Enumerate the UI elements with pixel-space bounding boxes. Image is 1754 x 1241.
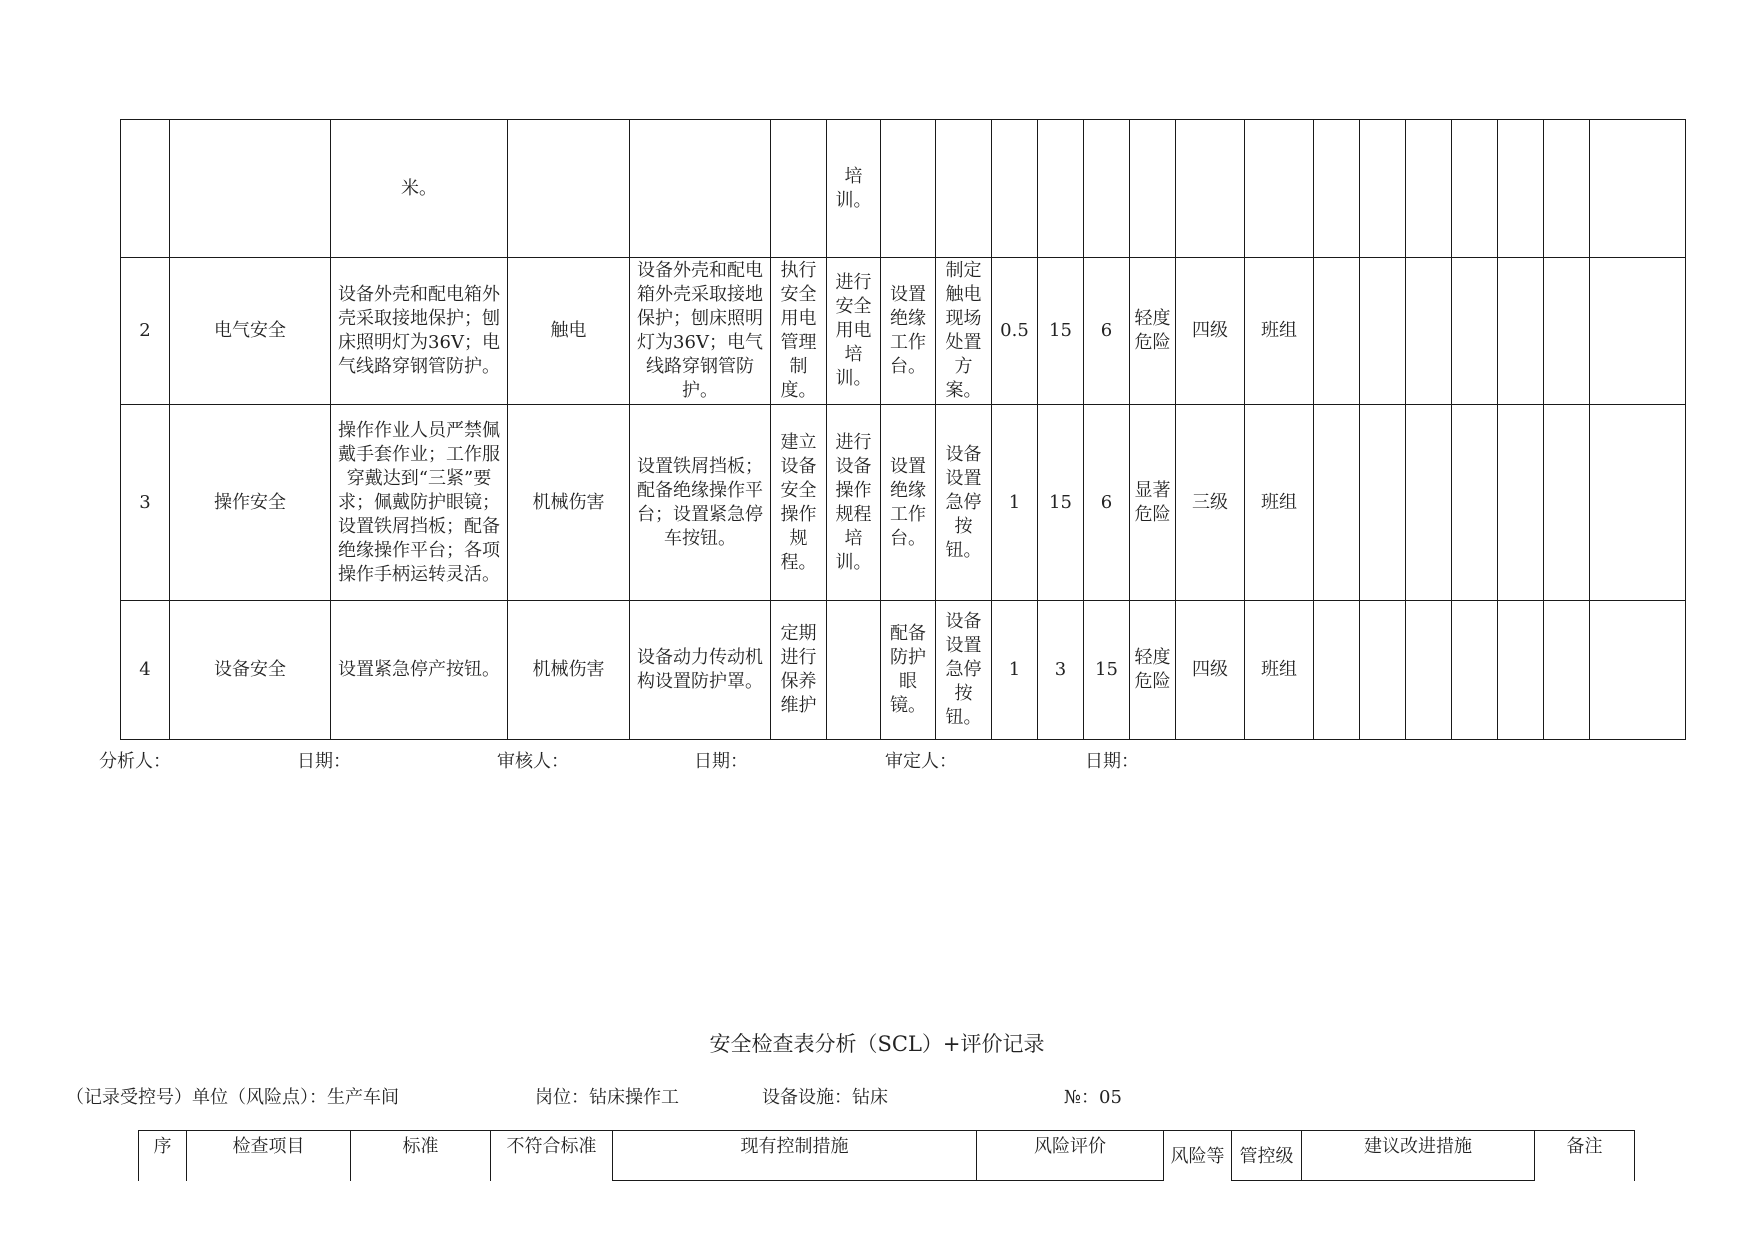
analyst-label: 分析人： [99, 751, 171, 772]
consequence-value [1084, 120, 1130, 258]
control-protection: 设置绝缘工作台。 [881, 405, 936, 601]
header-row [139, 1131, 1635, 1181]
control-emergency: 设备设置急停按钮。 [936, 405, 992, 601]
responsible-unit: 班组 [1245, 601, 1314, 740]
existing-measure: 设备外壳和配电箱外壳采取接地保护；刨床照明灯为36V；电气线路穿钢管防护。 [630, 258, 771, 405]
date-label: 日期： [1085, 751, 1139, 772]
header-check-item: 检查项目 [187, 1131, 351, 1181]
risk-level: 轻度危险 [1130, 258, 1176, 405]
check-item: 电气安全 [170, 258, 331, 405]
header-suggestion: 建议改进措施 [1302, 1131, 1535, 1181]
equipment-label: 设备设施：钻床 [762, 1087, 888, 1108]
nonconformity: 触电 [508, 258, 630, 405]
exposure-value [1038, 120, 1084, 258]
likelihood-value: 1 [992, 405, 1038, 601]
form-title: 安全检查表分析（SCL）+评价记录 [709, 1032, 1045, 1056]
table-row [121, 258, 1686, 405]
control-emergency [936, 120, 992, 258]
nonconformity [508, 120, 630, 258]
control-protection: 配备防护眼镜。 [881, 601, 936, 740]
header-risk-evaluation: 风险评价 [977, 1131, 1164, 1181]
control-protection [881, 120, 936, 258]
nonconformity: 机械伤害 [508, 601, 630, 740]
check-item [170, 120, 331, 258]
row-number: 3 [121, 405, 170, 601]
control-management: 执行安全用电管理制度。 [771, 258, 827, 405]
nonconformity: 机械伤害 [508, 405, 630, 601]
unit-label: （记录受控号）单位（风险点）：生产车间 [66, 1087, 399, 1108]
exposure-value: 15 [1038, 258, 1084, 405]
check-item: 设备安全 [170, 601, 331, 740]
likelihood-value [992, 120, 1038, 258]
control-protection: 设置绝缘工作台。 [881, 258, 936, 405]
likelihood-value: 1 [992, 601, 1038, 740]
control-training: 进行设备操作规程培训。 [827, 405, 881, 601]
table-row [121, 601, 1686, 740]
control-emergency: 制定触电现场处置方案。 [936, 258, 992, 405]
responsible-unit: 班组 [1245, 258, 1314, 405]
control-training: 进行安全用电培训。 [827, 258, 881, 405]
existing-measure [630, 120, 771, 258]
likelihood-value: 0.5 [992, 258, 1038, 405]
check-item: 操作安全 [170, 405, 331, 601]
existing-measure: 设置铁屑挡板；配备绝缘操作平台；设置紧急停车按钮。 [630, 405, 771, 601]
post-label: 岗位：钻床操作工 [535, 1087, 679, 1108]
control-management: 建立设备安全操作规程。 [771, 405, 827, 601]
control-emergency: 设备设置急停按钮。 [936, 601, 992, 740]
row-number: 2 [121, 258, 170, 405]
row-number [121, 120, 170, 258]
header-standard: 标准 [351, 1131, 491, 1181]
header-no: 序 [139, 1131, 187, 1181]
reviewer-label: 审核人： [497, 751, 569, 772]
header-risk-level: 风险等 [1164, 1131, 1232, 1181]
header-control-level: 管控级 [1232, 1131, 1302, 1181]
standard: 设备外壳和配电箱外壳采取接地保护；刨床照明灯为36V；电气线路穿钢管防护。 [331, 258, 508, 405]
date-label: 日期： [694, 751, 748, 772]
date-label: 日期： [297, 751, 351, 772]
responsible-unit [1245, 120, 1314, 258]
row-number: 4 [121, 601, 170, 740]
consequence-value: 15 [1084, 601, 1130, 740]
control-grade: 四级 [1176, 258, 1245, 405]
exposure-value: 3 [1038, 601, 1084, 740]
control-training: 培训。 [827, 120, 881, 258]
consequence-value: 6 [1084, 405, 1130, 601]
standard: 操作作业人员严禁佩戴手套作业；工作服穿戴达到“三紧”要求；佩戴防护眼镜；设置铁屑挡板；配备绝缘操作平台；各项操作手柄运转灵活。 [331, 405, 508, 601]
standard: 设置紧急停产按钮。 [331, 601, 508, 740]
control-management: 定期进行保养维护 [771, 601, 827, 740]
exposure-value: 15 [1038, 405, 1084, 601]
control-grade: 四级 [1176, 601, 1245, 740]
control-grade [1176, 120, 1245, 258]
header-existing-measures: 现有控制措施 [613, 1131, 977, 1181]
control-management [771, 120, 827, 258]
table-row [121, 405, 1686, 601]
scl-header-table [138, 1130, 1635, 1181]
risk-assessment-table [120, 119, 1686, 740]
number-label: №：05 [1064, 1087, 1122, 1108]
approver-label: 审定人： [885, 751, 957, 772]
risk-level: 显著危险 [1130, 405, 1176, 601]
header-nonconformity: 不符合标准 [491, 1131, 613, 1181]
responsible-unit: 班组 [1245, 405, 1314, 601]
risk-level [1130, 120, 1176, 258]
existing-measure: 设备动力传动机构设置防护罩。 [630, 601, 771, 740]
header-remark: 备注 [1535, 1131, 1635, 1181]
table-row [121, 120, 1686, 258]
standard: 米。 [331, 120, 508, 258]
risk-level: 轻度危险 [1130, 601, 1176, 740]
control-grade: 三级 [1176, 405, 1245, 601]
consequence-value: 6 [1084, 258, 1130, 405]
control-training [827, 601, 881, 740]
